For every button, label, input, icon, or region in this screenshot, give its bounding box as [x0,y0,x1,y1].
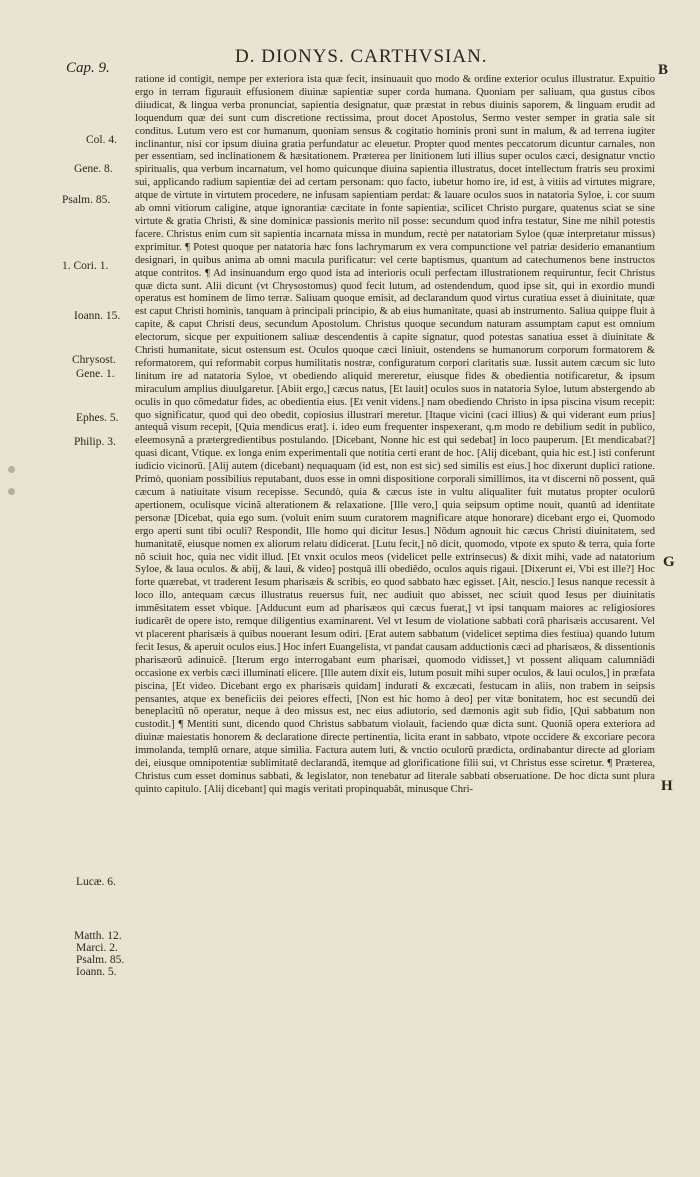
binding-hole [8,488,15,495]
margin-note: Marci. 2. [76,942,118,954]
margin-note: Col. 4. [86,134,117,146]
margin-note: Chrysost. [72,354,116,366]
margin-note: Ephes. 5. [76,412,119,424]
margin-note: Psalm. 85. [76,954,125,966]
running-header: D. DIONYS. CARTHVSIAN. [235,46,488,67]
body-text [135,74,655,797]
margin-note: Gene. 8. [74,163,113,175]
margin-note: Matth. 12. [74,930,122,942]
chapter-label: Cap. 9. [66,60,110,76]
margin-note: Philip. 3. [74,436,116,448]
binding-hole [8,466,15,473]
section-letter-b: B [658,62,669,78]
section-letter-g: G [663,554,675,570]
paragraph: ratione id contigit, nempe per exteriora ista quæ fecit, insinuauit quo modo & ordine exterior oculus illustratur. Expuitio ergo in terram figurauit effusionem diuinæ sapientiæ super corda humana. Quoniam per saliuam, qua gustus cibos diiudicat, & lingua verba pronunciat, sapientia designatur, quæ præstat in rebus diuinis saporem, & linguam erudit ad loquendum quæ dei sunt cum discretione rectissima, prout docet Apostolus, Sermo vester semper in gratia sale sit conditus. Lutum vero est cor humanum, quoniam sensus & cogitatio hominis proni sunt in malum, & ad terrena iugiter inclinantur, nisi cor ipsum diuina gratia perfundatur ac eleuetur. Propter quod mentes peccatorum dicuntur carnales, non per essentiam, sed inclinationem & hæsitationem. Præterea per linitionem luti illius super oculos cæci, designatur vnctio spiritualis, qua verbum incarnatum, vel homo quicunque diuina sapientia illustratus, docet intellectum fratris seu proximi sui, applicando radium sapientiæ dei ad certam personam: quo facto, iubetur homo ire, id est, à vitiis ad virtutes migrare, atque de virtute in virtutem procedere, ne infusam sapientiam perdat: & lauare oculos suos in natatoria Syloe, i. cor suum ab omni vitiorum caligine, atque ignorantiæ cæcitate in fonte sapientiæ, scilicet Christo purgare, quatenus sciat se sine virtute & gratia Christi, & sine dominicæ passionis merito nil posse: secundum quod infra testatur, Sine me nihil potestis facere. Christus enim cum sit sapientia incarnata missa in mundum, rectè per natatoriam Syloe (quæ interpretatur missus) exprimitur. ¶ Potest quoque per natatoria hæc fons lachrymarum ex vera compunctione vel patriæ desiderio emanantium designari, in quibus anima ab omni macula purificatur: vel certe baptismus, quantum ad catechumenos bene instructos atque contritos. ¶ Ad insinuandum ergo quod ista ad interioris oculi perfectam illustrationem requiruntur, fecit Christus quæ dicta sunt. Alii dicunt (vt Chrysostomus) quod fecit lutum, ad ostendendum, quod ipse sit, qui in exordio mundi operatus est hominem de limo terræ. Saliuam quoque emisit, ad declarandum quod virtus curatiua esset à diuinitate, quæ est caput Christi hominis, tanquam à principali principio, & ab eius humanitate, quasi ab instrumento. Saliua quippe fluit à capite, & caput Christi deus, secundum Apostolum. Christus quoque secundum naturam assumptam caput est omnium electorum, sicque per expuitionem saliuæ descendentis à capite signatur, quod potestas sanatiua esset à diuinitate & Christi humanitate, sicut ostensum est. Oculos quoque cæci liniuit, ostendens se humanorum corporum formatorem & reformatorem, qui reformabit corpus humilitatis nostræ, configuratum corpori claritatis suæ. Iussit autem cæcum sic luto linitum ire ad natatoria Syloe, vt obediendo aliquid mereretur, eiusque fides & obedientia notificaretur, & ipsum miraculum amplius diuulgaretur. [Abiit ergo,] cæcus natus, [Et lauit] oculos suos in natatoria Syloe, lutum abstergendo ab oculis in quo cõmedatur fides, ac obedientia eius. [Et venit videns.] nam obediendo Christo in ipsa piscina visum recepit: quo significatur, quod qui deo obedit, copiosius illustrari meretur. [Itaque vicini (caci illius) & qui viderant eum prius] antequã visum recepit, [Quia mendicus erat]. i. ideo eum frequenter inspexerant, q.m modo re debilium sedit in publico, eleemosynã a prætergredientibus postulando. [Dicebant, Nonne hic est qui sedebat] in loco pauperum. [Et mendicabat?] quasi dicant, Vtique. ex longa enim experimentali que notitia certi erant de hoc. [Alij dicebant, quia hic est.] isti conferunt iudicio vicinorũ. [Alij autem (dicebant) nequaquam (id est, non est sic) sed similis est eius.] hoc dixerunt duplici ratione. Primò, quoniam possibilius reputabant, duos esse in omni dispositione corporali simillimos, ita vt discerni nõ possent, quã cæcum à natiuitate visum recepisse. Secundò, quia & cæcus iste in vultu aliqualiter fuit mutatus propter oculorũ apertionem, oculisque vicinã alterationem & relaxatione. [Ille vero,] quia seipsum optime nouit, quantũ ad identitate personæ [Dicebat, quia ego sum. (voluit enim suum curatorem magnificare atque honorare) dicebant ergo ei, Quomodo ergo aperti sunt tibi oculi? Respondit, Ille homo qui dicitur Iesus.] Nõdum agnouit hic cæcus Christi diuinitatem, sed humanitatẽ, eiusque nomen ex aliorum relatu didicerat. [Lutu fecit,] nõ dicit, quomodo, vtpote ex sputo & terra, quia forte nõ sciuit hoc, quia nec vidit illud. [Et vnxit oculos meos (videlicet pelle extrinsecus) & dixit mihi, vade ad natatorium Syloe, & laua oculos. & abij, & laui, & video] postquã illi obediẽdo, oculos aquis rigaui. [Dixerunt ei, Vbi est ille?] Hoc forte quærebat, vt traderent Iesum pharisæis & scribis, eo quod sabbato hæc egisset. [Ait, nescio.] Iesus nanque recessit à loco illo, antequam cæcus illustratus reuersus fuit, nec audiuit quo abisset, nec sciuit quod Iesus per diuinitatis immẽsitatem esset vbique. [Adducunt eum ad pharisæos qui cæcus fuerat,] vt ipsi tanquam maiores ac religiosiores iudicarẽt de opere isto, remque diligentius examinarent. Vel vt Iesum de violatione sabbati corã pharisæis accusarent. Vel vt placerent pharisæis à quibus nouerant Iesum odiri. [Erat autem sabbatum (videlicet septima dies festiua) quando lutum fecit Iesus, & aperuit oculos eius.] Hoc infert Euangelista, vt pandat causam adductionis cæci ad pharisæos, & dissentionis pharisæorũ adinuicẽ. [Iterum ergo interrogabant eum pharisæi, quomodo vidisset,] vt possent aliquam calumniãdi occasione ex verbis cæci illuminati elicere. [Ille autem dixit eis, lutum posuit mihi super oculos, & laui oculos,] in præfata piscina, [Et video. Dicebant ergo ex pharisæis quidam] indurati & excæcati, festucam in aliis, non trabem in seipsis pensantes, atque ex beneficiis dei peiores effecti, [Non est hic homo à deo] per vitæ bonitatem, hoc est secundũ dei beneplacitũ nõ operatur, neque à deo missus est, nec eius adiutorio, sed dæmonis agit sub fidio, [Qui sabbatum non custodit.] ¶ Mentiti sunt, dicendo quod Christus sabbatum violauit, faciendo quæ dicta sunt. Quoniã opera exteriora ad diuinæ maiestatis honorem & declaratione directe pertinentia, licita erant in sabbato, vtpote occidere & excoriare pecora immolanda, templũ ornare, atque similia. Factura autem luti, & vnctio oculorũ prædicta, ordinabantur directe ad gloriam dei, eiusque omnipotentiæ sublimitatẽ declarandã, itemque ad glorificatione filii sui, vt Christus esse sciretur. ¶ Præterea, Christus cum esset dominus sabbati, & legislator, non tenebatur ad literale sabbati obseruatione. De hoc dicta sunt plura quinto capitulo. [Alij dicebant] qui magis veritati propinquabãt, minusque Chri- [135,74,655,795]
margin-note: Gene. 1. [76,368,115,380]
section-letter-h: H [661,778,673,794]
margin-note: Lucæ. 6. [76,876,116,888]
margin-note: 1. Cori. 1. [62,260,109,272]
margin-note: Psalm. 85. [62,194,111,206]
margin-note: Ioann. 5. [76,966,117,978]
margin-note: Ioann. 15. [74,310,121,322]
